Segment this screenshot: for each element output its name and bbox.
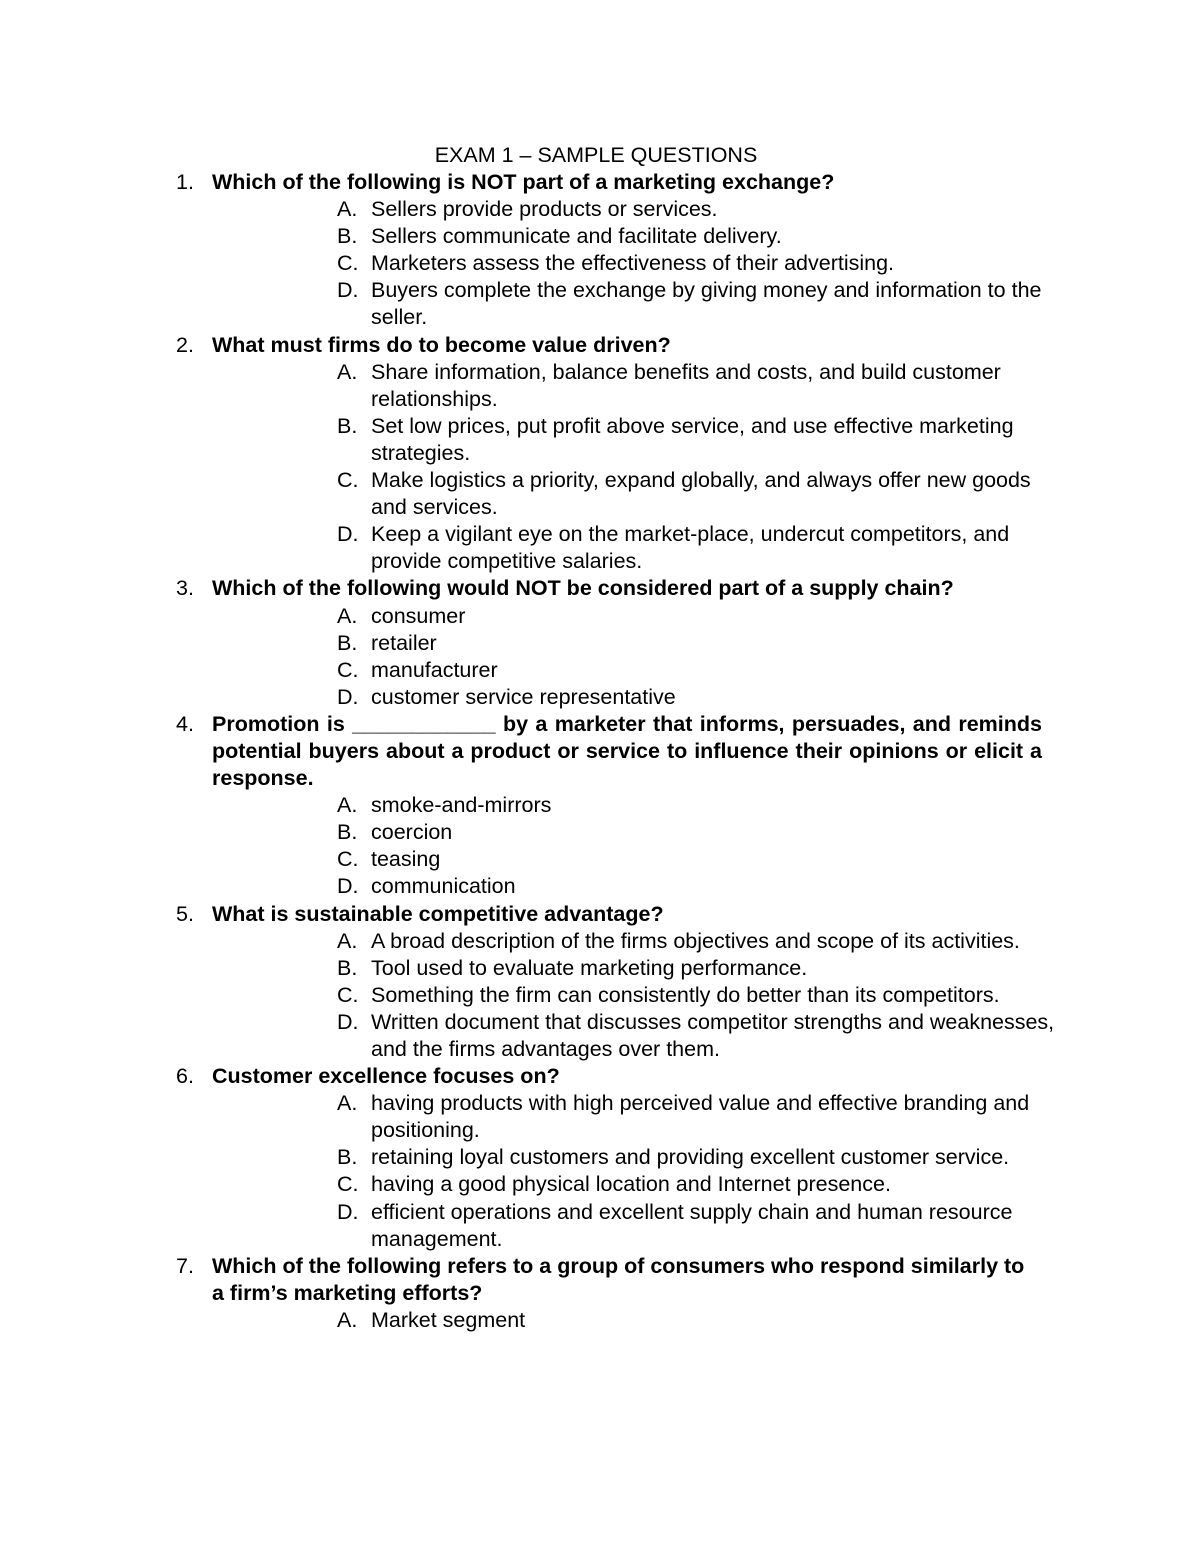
option-letter: D. (337, 684, 359, 709)
option-text: efficient operations and excellent supply chain and human resource management. (371, 1199, 1013, 1251)
option-letter: D. (337, 1199, 359, 1224)
question-text: Which of the following would NOT be considered part of a supply chain? (212, 576, 954, 601)
option-6c (0, 1171, 1071, 1198)
option-letter: B. (337, 224, 358, 249)
question-3 (0, 575, 1042, 602)
option-text: retailer (371, 630, 437, 655)
option-text: Market segment (371, 1307, 526, 1332)
question-number: 7. (176, 1253, 194, 1278)
option-letter: D. (337, 278, 359, 303)
option-text: Share information, balance benefits and costs, and build customer relationships. (371, 359, 1001, 411)
question-number: 2. (176, 332, 194, 357)
option-1c (0, 250, 1071, 277)
option-1a (0, 196, 1071, 223)
question-text: Which of the following is NOT part of a marketing exchange? (212, 170, 835, 194)
option-5c (0, 982, 1071, 1009)
option-letter: C. (337, 251, 359, 276)
question-text: What must firms do to become value driven? (212, 332, 671, 357)
question-4 (0, 711, 1042, 792)
option-5a (0, 928, 1071, 955)
option-letter: A. (337, 603, 358, 628)
question-text: Which of the following refers to a group of consumers who respond similarly to a firm’s marketing efforts? (212, 1253, 1025, 1305)
option-5b (0, 955, 1071, 982)
option-6b (0, 1144, 1071, 1171)
question-number: 5. (176, 901, 194, 926)
option-text: smoke-and-mirrors (371, 793, 552, 818)
option-letter: A. (337, 1307, 358, 1332)
option-text: manufacturer (371, 657, 498, 682)
question-6 (0, 1063, 1042, 1090)
option-text: Make logistics a priority, expand globally, and always offer new goods and services. (371, 468, 1031, 520)
question-text: Customer excellence focuses on? (212, 1064, 560, 1089)
option-text: Written document that discusses competitor strengths and weaknesses, and the firms advantages over them. (371, 1009, 1055, 1061)
option-4a (0, 792, 1071, 819)
option-letter: B. (337, 820, 358, 845)
option-letter: B. (337, 413, 358, 438)
option-text: communication (371, 874, 516, 899)
option-letter: D. (337, 874, 359, 899)
option-3b (0, 630, 1071, 657)
option-7a (0, 1307, 1071, 1334)
option-text: Keep a vigilant eye on the market-place, undercut competitors, and provide competitive salaries. (371, 522, 1010, 574)
question-number: 3. (176, 576, 194, 601)
option-text: teasing (371, 847, 441, 872)
option-letter: C. (337, 982, 359, 1007)
option-text: Marketers assess the effectiveness of their advertising. (371, 251, 895, 276)
option-letter: C. (337, 847, 359, 872)
question-number: 4. (176, 711, 194, 736)
page-title: EXAM 1 – SAMPLE QUESTIONS (434, 143, 758, 167)
option-text: retaining loyal customers and providing excellent customer service. (371, 1145, 1010, 1170)
option-text: coercion (371, 820, 453, 845)
option-letter: A. (337, 359, 358, 384)
option-6a (0, 1090, 1071, 1144)
option-text: consumer (371, 603, 466, 628)
option-4c (0, 846, 1071, 873)
option-5d (0, 1009, 1071, 1063)
option-letter: A. (337, 928, 358, 953)
option-text: Sellers provide products or services. (371, 197, 718, 222)
option-letter: B. (337, 955, 358, 980)
option-4d (0, 873, 1071, 900)
option-2a (0, 359, 1071, 413)
question-text: What is sustainable competitive advantage? (212, 901, 664, 926)
question-number: 1. (176, 170, 194, 194)
option-text: Set low prices, put profit above service, and use effective marketing strategies. (371, 413, 1014, 465)
option-letter: D. (337, 522, 359, 547)
option-letter: C. (337, 468, 359, 493)
question-list (0, 169, 1200, 1334)
option-letter: A. (337, 197, 358, 222)
question-text: Promotion is ____________ by a marketer that informs, persuades, and reminds potential buyers about a product or service to influence their opinions or elicit a response. (212, 711, 1042, 791)
option-text: Something the firm can consistently do better than its competitors. (371, 982, 1000, 1007)
option-letter: D. (337, 1009, 359, 1034)
question-7 (0, 1253, 1042, 1307)
option-6d (0, 1199, 1071, 1253)
option-4b (0, 819, 1071, 846)
question-number: 6. (176, 1064, 194, 1089)
option-text: having a good physical location and Internet presence. (371, 1172, 891, 1197)
option-text: Tool used to evaluate marketing performance. (371, 955, 808, 980)
option-2b (0, 413, 1071, 467)
option-text: A broad description of the firms objectives and scope of its activities. (371, 928, 1020, 953)
option-text: having products with high perceived value and effective branding and positioning. (371, 1091, 1030, 1143)
option-3c (0, 657, 1071, 684)
option-letter: A. (337, 793, 358, 818)
option-text: Sellers communicate and facilitate delivery. (371, 224, 782, 249)
question-1 (0, 169, 1042, 196)
option-2c (0, 467, 1071, 521)
option-letter: B. (337, 630, 358, 655)
option-letter: B. (337, 1145, 358, 1170)
question-2 (0, 332, 1042, 359)
option-text: Buyers complete the exchange by giving money and information to the seller. (371, 278, 1042, 330)
question-5 (0, 901, 1042, 928)
option-1b (0, 223, 1071, 250)
option-2d (0, 521, 1071, 575)
option-1d (0, 277, 1071, 331)
option-3a (0, 603, 1071, 630)
option-3d (0, 684, 1071, 711)
option-letter: C. (337, 657, 359, 682)
option-letter: A. (337, 1091, 358, 1116)
option-text: customer service representative (371, 684, 676, 709)
option-letter: C. (337, 1172, 359, 1197)
